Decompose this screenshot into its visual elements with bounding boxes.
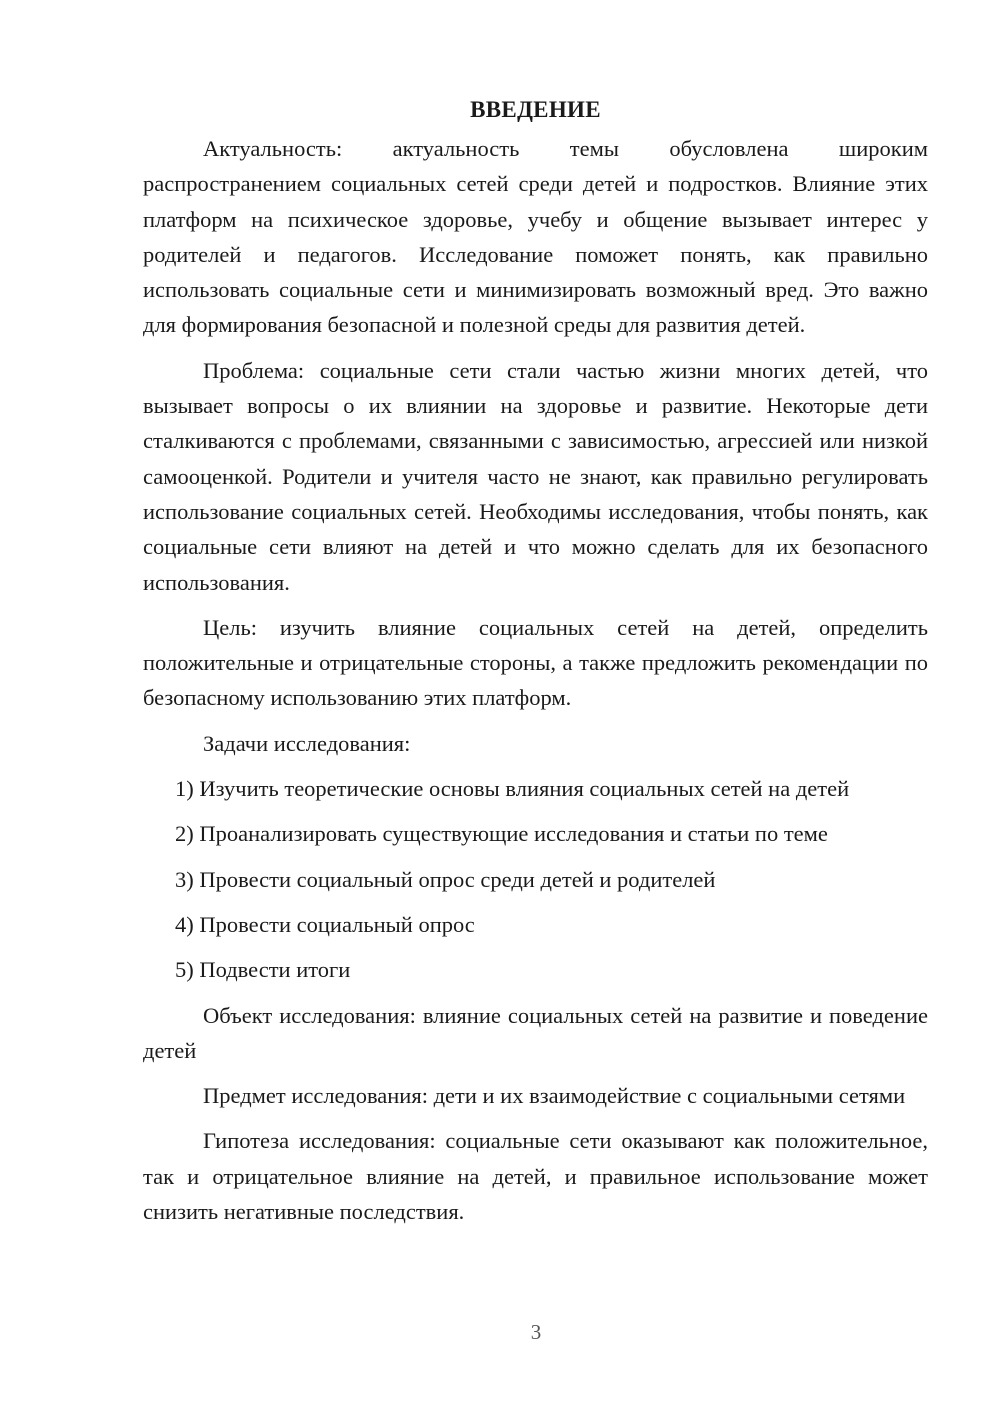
paragraph-goal: Цель: изучить влияние социальных сетей на детей, определить положительные и отрицательные стороны, а также предложить рекомендации по безопасному использованию этих платформ. (143, 614, 928, 711)
list-item: 5) Подвести итоги (175, 957, 351, 983)
paragraph-relevance: Актуальность: актуальность темы обусловлена широким распространением социальных сетей среди детей и подростков. Влияние этих платформ на психическое здоровье, учебу и общение вызывает интерес у родителей и педагогов. Исследование поможет понять, как правильно использовать социальные сети и минимизировать возможный вред. Это важно для формирования безопасной и полезной среды для развития детей. (143, 136, 928, 338)
list-item: 4) Провести социальный опрос (175, 911, 475, 937)
paragraph-problem: Проблема: социальные сети стали частью жизни многих детей, что вызывает вопросы о их влиянии на здоровье и развитие. Некоторые дети сталкиваются с проблемами, связанными с зависимостью, агрессией или низкой самооценкой. Родители и учителя часто не знают, как правильно регулировать использование социальных сетей. Необходимы исследования, чтобы понять, как социальные сети влияют на детей и что можно сделать для их безопасного использования. (143, 357, 928, 595)
paragraph-object: Объект исследования: влияние социальных сетей на развитие и поведение детей (143, 1002, 928, 1063)
list-item: 1) Изучить теоретические основы влияния социальных сетей на детей (175, 776, 850, 802)
document-page (143, 92, 928, 1239)
list-item: 2) Проанализировать существующие исследования и статьи по теме (175, 821, 828, 847)
page-number: 3 (530, 1320, 542, 1344)
tasks-list (143, 771, 928, 987)
paragraph-subject: Предмет исследования: дети и их взаимодействие с социальными сетями (203, 1083, 906, 1109)
list-item: 3) Провести социальный опрос среди детей и родителей (175, 866, 716, 892)
paragraph-hypothesis: Гипотеза исследования: социальные сети оказывают как положительное, так и отрицательное влияние на детей, и правильное использование может снизить негативные последствия. (143, 1128, 928, 1225)
paragraph-tasks-intro: Задачи исследования: (203, 730, 411, 756)
section-heading: ВВЕДЕНИЕ (470, 97, 601, 122)
